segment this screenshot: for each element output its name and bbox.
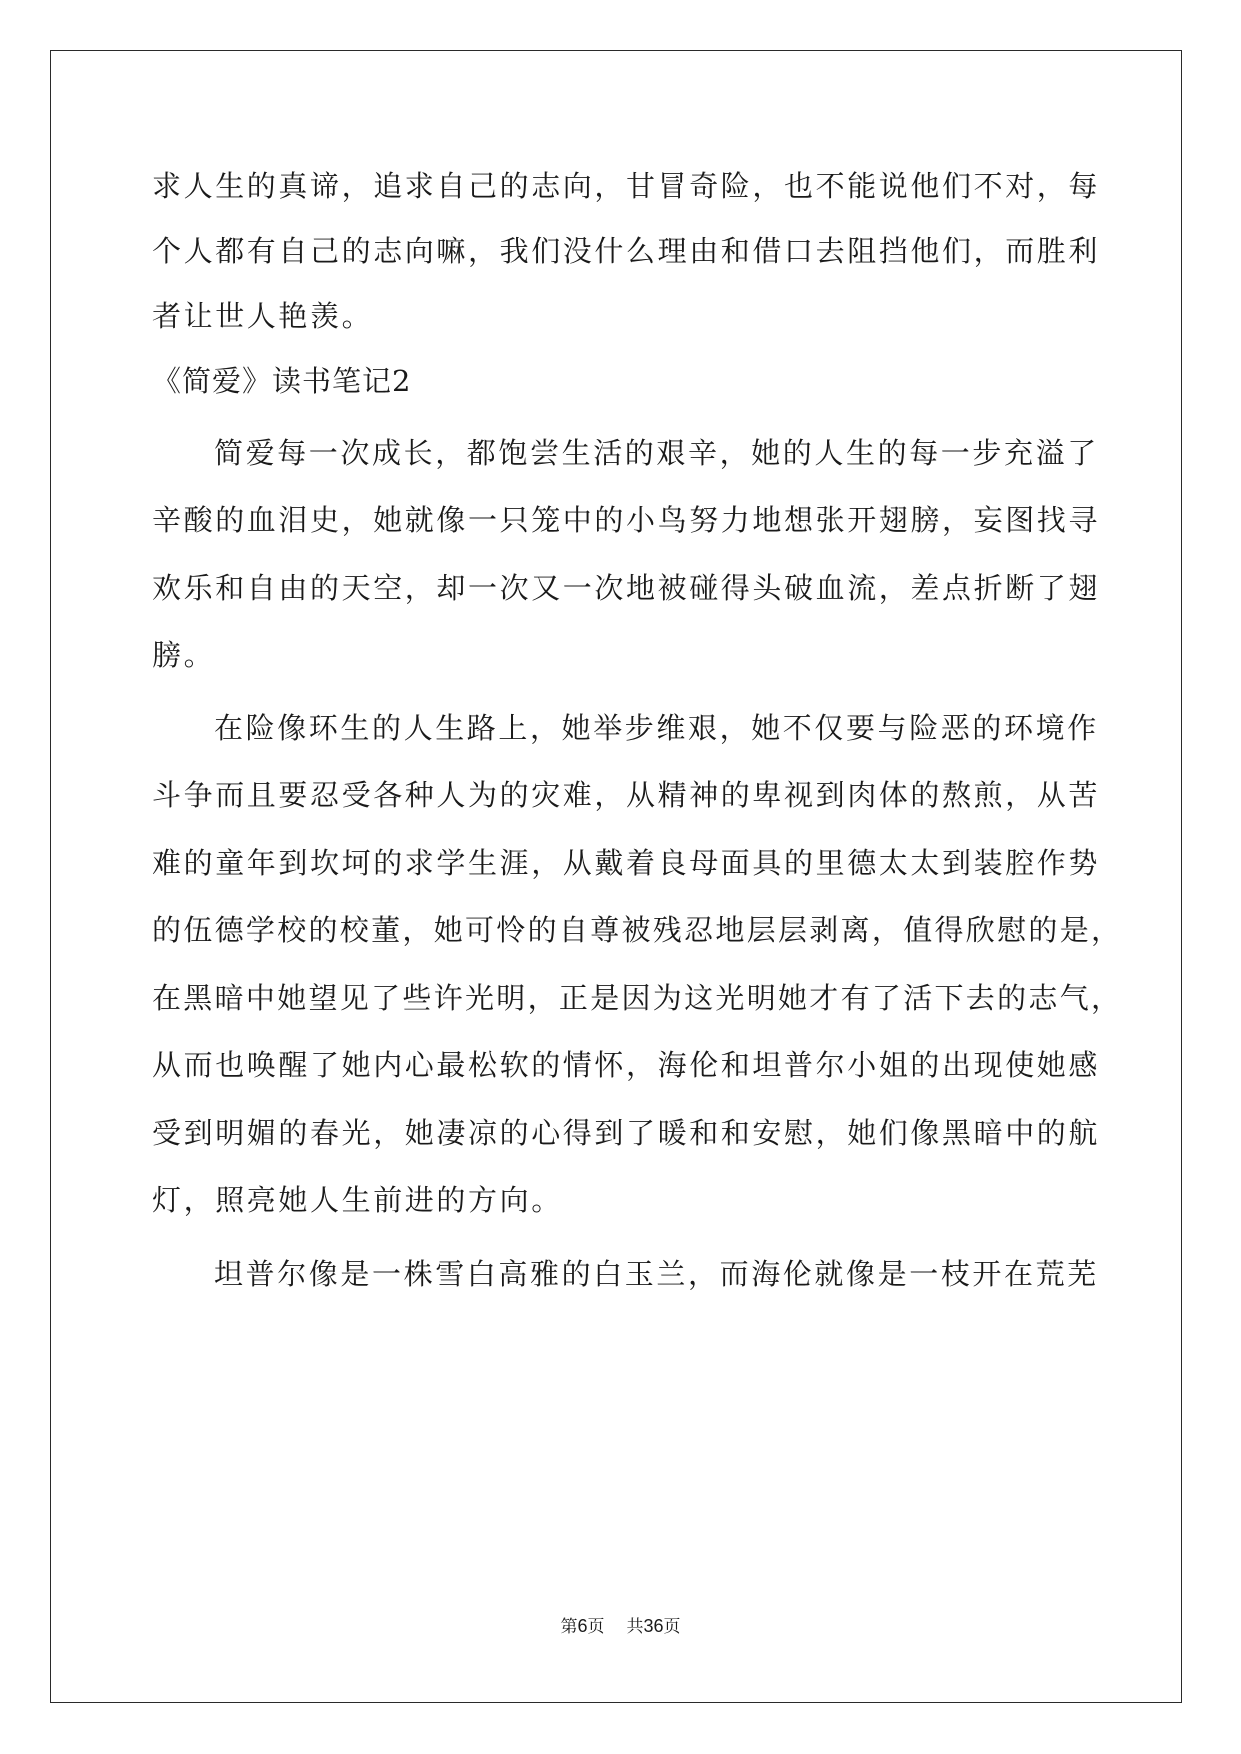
total-pages: 36 bbox=[643, 1616, 664, 1636]
text-line: 膀。 bbox=[152, 638, 216, 672]
text-line: 斗争而且要忍受各种人为的灾难，从精神的卑视到肉体的熬煎，从苦 bbox=[152, 778, 1101, 812]
text-line: 的伍德学校的校董，她可怜的自尊被残忍地层层剥离，值得欣慰的是， bbox=[152, 913, 1123, 947]
text-line: 灯，照亮她人生前进的方向。 bbox=[152, 1183, 563, 1217]
text-line: 受到明媚的春光，她凄凉的心得到了暖和和安慰，她们像黑暗中的航 bbox=[152, 1116, 1101, 1150]
text-line: 个人都有自己的志向嘛，我们没什么理由和借口去阻挡他们，而胜利 bbox=[152, 234, 1101, 268]
total-suffix: 页 bbox=[663, 1617, 681, 1637]
text-line: 辛酸的血泪史，她就像一只笼中的小鸟努力地想张开翅膀，妄图找寻 bbox=[152, 503, 1101, 537]
text-line: 欢乐和自由的天空，却一次又一次地被碰得头破血流，差点折断了翅 bbox=[152, 571, 1101, 605]
page-footer bbox=[0, 1614, 1241, 1639]
text-line: 求人生的真谛，追求自己的志向，甘冒奇险，也不能说他们不对，每 bbox=[152, 169, 1101, 203]
text-line: 简爱每一次成长，都饱尝生活的艰辛，她的人生的每一步充溢了 bbox=[214, 436, 1099, 470]
text-line: 从而也唤醒了她内心最松软的情怀，海伦和坦普尔小姐的出现使她感 bbox=[152, 1048, 1101, 1082]
text-line: 难的童年到坎坷的求学生涯，从戴着良母面具的里德太太到装腔作势 bbox=[152, 846, 1101, 880]
section-heading: 《简爱》读书笔记2 bbox=[152, 364, 412, 398]
total-prefix: 共 bbox=[626, 1617, 644, 1637]
page-number: 6 bbox=[577, 1616, 588, 1636]
text-line: 坦普尔像是一株雪白高雅的白玉兰，而海伦就像是一枝开在荒芜 bbox=[214, 1257, 1099, 1291]
text-line: 者让世人艳羡。 bbox=[152, 299, 374, 333]
text-line: 在黑暗中她望见了些许光明，正是因为这光明她才有了活下去的志气， bbox=[152, 981, 1123, 1015]
page-suffix: 页 bbox=[587, 1617, 605, 1637]
page-prefix: 第 bbox=[560, 1617, 578, 1637]
text-line: 在险像环生的人生路上，她举步维艰，她不仅要与险恶的环境作 bbox=[214, 711, 1099, 745]
